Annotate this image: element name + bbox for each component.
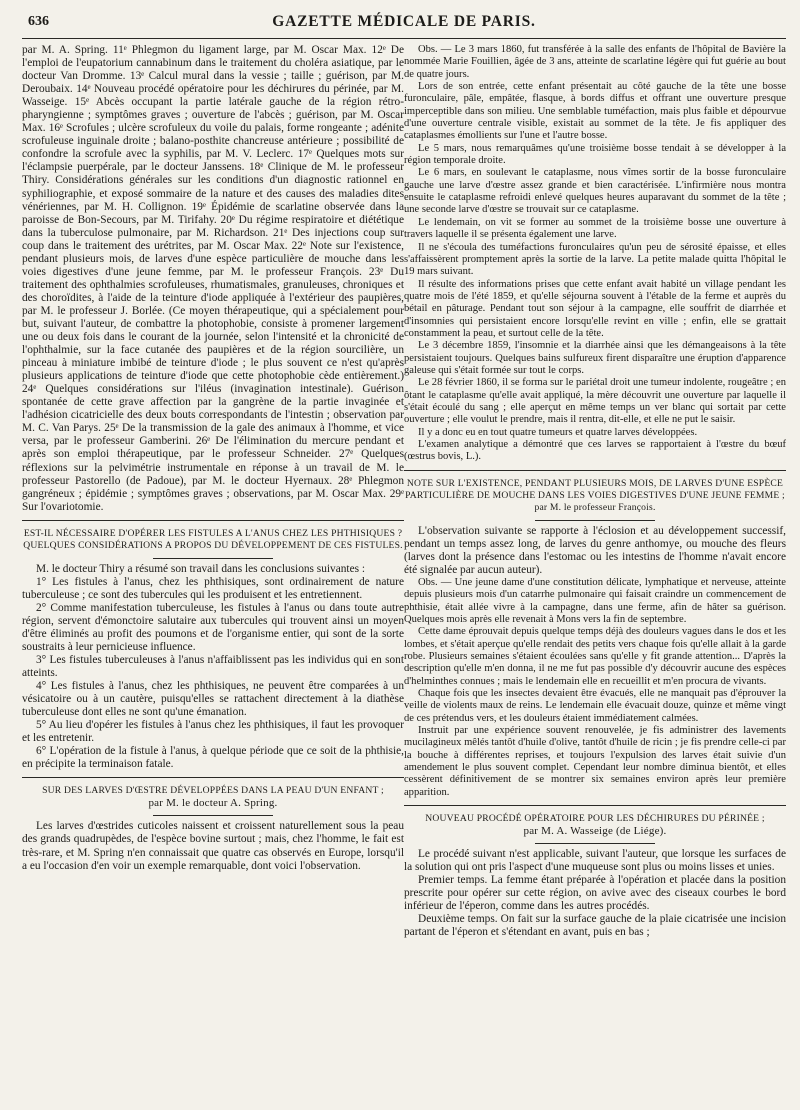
list-item: 6° L'opération de la fistule à l'anus, à quelque période que ce soit de la phthisie, en précipite la terminaison fatale. bbox=[22, 745, 404, 771]
section-byline: par M. le docteur A. Spring. bbox=[148, 797, 278, 810]
section-heading: NOUVEAU PROCÉDÉ OPÉRATOIRE POUR LES DÉCHIRURES DU PÉRINÉE ; bbox=[425, 813, 765, 825]
body-paragraph: Les larves d'œstrides cuticoles naissent et croissent naturellement sous la peau des grands quadrupèdes, de l'espèce bovine surtout ; mais, chez l'homme, le fait est très-rare, et M. Spring n'en connaissait que quatre cas observés en Europe, lorsqu'il a eu l'occasion d'en voir un exemple remarquable, dont voici l'observation. bbox=[22, 820, 404, 872]
right-column bbox=[404, 44, 786, 939]
body-paragraph: Deuxième temps. On fait sur la surface gauche de la plaie cicatrisée une incision partant de l'éperon et s'étendant en avant, puis en bas ; bbox=[404, 913, 786, 939]
observation-paragraph: Obs. — Le 3 mars 1860, fut transférée à la salle des enfants de l'hôpital de Bavière la nommée Marie Fouillien, âgée de 3 ans, atteinte de scarlatine légère qui fut guérie au bout de quatre jours. bbox=[404, 44, 786, 80]
conclusions-list bbox=[22, 576, 404, 772]
page-header bbox=[22, 10, 786, 39]
section-heading: SUR DES LARVES D'ŒSTRE DÉVELOPPÉES DANS LA PEAU D'UN ENFANT ; bbox=[42, 785, 384, 797]
observation-paragraph: Il résulte des informations prises que cette enfant avait habité un village pendant les quatre mois de l'été 1859, et qu'elle séjourna souvent à l'étable de la ferme et auprès du bétail en pâturage. Pendant tout son séjour à la campagne, elle souffrit de diarrhée et d'insomnies qui persistaient encore lorsqu'elle revint en ville ; enfin, elle se grattait constamment la peau, et surtout celle de la tête. bbox=[404, 278, 786, 339]
section-divider bbox=[22, 520, 404, 521]
list-item: 5° Au lieu d'opérer les fistules à l'anus chez les phthisiques, il faut les provoquer et les entretenir. bbox=[22, 719, 404, 745]
observation-paragraph: Le 28 février 1860, il se forma sur le pariétal droit une tumeur indolente, rougeâtre ; en ôtant le cataplasme qu'elle avait appliqué, la mère découvrit une ouverture par laquelle il s'était écoulé du sang ; elle aperçut en même temps un ver blanc qui sortait par cette ouverture ; elle voulut le prendre, mais il rentra, dit-elle, et elle ne put le saisir. bbox=[404, 377, 786, 426]
body-paragraph: Le procédé suivant n'est applicable, suivant l'auteur, que lorsque les surfaces de la solution qui ont pris l'aspect d'une muqueuse sont plus ou moins lisses et unies. bbox=[404, 848, 786, 874]
page-number: 636 bbox=[28, 14, 49, 29]
section-title-note-larves: NOTE SUR L'EXISTENCE, PENDANT PLUSIEURS MOIS, DE LARVES D'UNE ESPÈCE PARTICULIÈRE DE MOUCHE DANS LES VOIES DIGESTIVES D'UNE JEUNE FEMME ; par M. le professeur François. bbox=[405, 477, 785, 513]
section-divider bbox=[22, 777, 404, 778]
observation-paragraph: Il y a donc eu en tout quatre tumeurs et quatre larves développées. bbox=[418, 426, 698, 438]
section-divider bbox=[404, 470, 786, 471]
observation-paragraph: Chaque fois que les insectes devaient être évacués, elle ne manquait pas d'éprouver la veille de violents maux de reins. Le lendemain elle évacuait douze, quinze et même vingt de ces prétendus vers, et les douleurs étaient immédiatement calmées. bbox=[404, 687, 786, 724]
left-column bbox=[22, 44, 404, 939]
section-title-fistules: EST-IL NÉCESSAIRE D'OPÉRER LES FISTULES A L'ANUS CHEZ LES PHTHISIQUES ? QUELQUES CONSIDÉRATIONS A PROPOS DU DÉVELOPPEMENT DE CES FISTULES. bbox=[23, 527, 403, 551]
section-divider-short bbox=[535, 520, 655, 521]
section-divider-short bbox=[153, 558, 273, 559]
section-byline: par M. A. Wasseige (de Liége). bbox=[523, 825, 667, 838]
body-paragraph: Premier temps. La femme étant préparée à l'opération et placée dans la position prescrite pour opérer sur cette région, on avive avec des ciseaux courbes le bord inférieur de l'éperon, comme dans les autres procédés. bbox=[404, 874, 786, 913]
list-item: 2° Comme manifestation tuberculeuse, les fistules à l'anus ou dans toute autre région, servent d'émonctoire salutaire aux tubercules qui trouvent ainsi un moyen d'être éliminés au profit des poumons et de l'organisme entier, qui sont de la sorte soustraits à leur pernicieuse influence. bbox=[22, 601, 404, 653]
list-item: 1° Les fistules à l'anus, chez les phthisiques, sont ordinairement de nature tuberculeuse ; ce sont des tubercules qui les produisent et les entretiennent. bbox=[22, 575, 404, 601]
section-divider-short bbox=[153, 815, 273, 816]
section-intro: L'observation suivante se rapporte à l'éclosion et au développement successif, pendant un temps assez long, de larves du genre anthomye, ou mouche des fleurs (larves dont la présence dans l'estomac ou les intestins de l'homme n'avait encore été signalée par aucun auteur). bbox=[404, 524, 786, 576]
running-title: GAZETTE MÉDICALE DE PARIS. bbox=[272, 13, 536, 30]
observation-paragraph: Obs. — Une jeune dame d'une constitution délicate, lymphatique et nerveuse, atteinte depuis plusieurs mois d'un catarrhe pulmonaire qui faisait craindre un commencement de phthisie, était allée vivre à la campagne, dans une ferme, afin de hâter sa guérison. Quelques mois après elle revenait à Mons vers la fin de septembre. bbox=[404, 576, 786, 625]
observation-paragraph: Il ne s'écoula des tuméfactions furonculaires qu'un peu de sérosité épaisse, et elles s'affaissèrent promptement après la sortie de la larve. La petite malade quitta l'hôpital le 19 mars suivant. bbox=[404, 241, 786, 278]
observation-paragraph: Le lendemain, on vit se former au sommet de la troisième bosse une ouverture à travers laquelle il se présenta également une larve. bbox=[404, 216, 786, 241]
section-intro: M. le docteur Thiry a résumé son travail dans les conclusions suivantes : bbox=[36, 562, 366, 575]
observation-paragraph: Le 3 décembre 1859, l'insomnie et la diarrhée ainsi que les démangeaisons à la tête persistaient toujours. Quelques bains sulfureux firent disparaître une éruption d'apparence galeuse qui s'était formée sur tout le corps. bbox=[404, 340, 786, 376]
article-list-paragraph: par M. A. Spring. 11ᵉ Phlegmon du ligament large, par M. Oscar Max. 12ᵉ De l'emploi de l'eupatorium cannabinum dans le traitement du choléra asiatique, par le docteur Van Dromme. 13ᵉ Calcul mural dans la vessie ; taille ; guérison, par M. Deroubaix. 14ᵉ Nouveau procédé opératoire pour les déchirures du périnée, par M. Wasseige. 15ᵉ Abcès occupant la partie latérale gauche de la région rétro-pharyngienne ; symptômes graves ; ouverture de l'abcès ; guérison, par M. Oscar Max. 16ᵉ Scrofules ; ulcère scrofuleux du voile du palais, forme rongeante ; adénite scrofuleuse inguinale droite ; balano-posthite chancreuse antérieure ; possibilité de confondre la scrofule avec la syphilis, par M. V. Leclerc. 17ᵉ Quelques mots sur l'éclampsie puerpérale, par le docteur Janssens. 18ᵉ Clinique de M. le professeur Thiry. Considérations générales sur les conditions d'un diagnostic rationnel en syphiliographie, et exposé sommaire de la nature et des causes des maladies dites vénériennes, par M. H. Collignon. 19ᵉ Épidémie de scarlatine observée dans la paroisse de Bon-Secours, par M. Tirifahy. 20ᵉ Du régime respiratoire et diététique dans la tuberculose pulmonaire, par M. Richardson. 21ᵉ Des injections coup sur coup dans le traitement des urétrites, par M. Oscar Max. 22ᵉ Note sur l'existence, pendant plusieurs mois, de larves d'une espèce particulière de mouche dans les voies digestives d'une jeune femme, par M. le professeur François. 23ᵉ Du traitement des ophthalmies scrofuleuses, rhumatismales, granuleuses, chroniques et des choroïdites, à l'aide de la teinture d'iode appliquée à l'extérieur des paupières, par M. le professeur J. Borlée. (Ce moyen thérapeutique, qui a spécialement pour but, suivant l'auteur, de combattre la photophobie, consiste à promener largement une ou deux fois dans le courant de la journée, selon l'intensité et la chronicité de l'ophthalmie, sur la face cutanée des paupières et de la région sourcilière, un pinceau à miniature imbibé de teinture d'iode ; le plus souvent ce n'est qu'après plusieurs applications de teinture d'iode que cette photophobie cède entièrement.) 24ᵉ Quelques considérations sur l'iléus (invagination intestinale). Guérison spontanée de cette grave affection par la gangrène de la partie invaginée et l'adhésion cicatricielle des deux bouts correspondants de l'intestin ; observation par M. C. Van Parys. 25ᵉ De la transmission de la gale des animaux à l'homme, et vice versa, par le professeur Gamberini. 26ᵉ De l'élimination du mercure pendant et après son emploi thérapeutique, par le professeur Schneider. 27ᵉ Quelques réflexions sur la pelvimétrie instrumentale en réponse à un travail de M. le professeur Pastorello (de Padoue), par M. le docteur Hyernaux. 28ᵉ Phlegmon gangréneux ; épidémie ; symptômes graves ; observations, par M. Oscar Max. 29ᵉ Sur l'ovariotomie. bbox=[22, 44, 404, 513]
observation-paragraph: Cette dame éprouvait depuis quelque temps déjà des douleurs vagues dans le dos et les lombes, et s'était aperçue qu'elle rendait des petits vers chaque fois qu'elle allait à la garde robe. Plusieurs semaines s'étaient écoulées sans qu'elle y fit grande attention... D'après la description qu'elle m'en donna, il ne me fut pas possible d'y découvrir aucune des espèces d'helminthes connues ; mais le lendemain elle en recueillit et m'en procura de vivants. bbox=[404, 626, 786, 687]
two-column-body bbox=[22, 44, 786, 939]
list-item: 4° Les fistules à l'anus, chez les phthisiques, ne peuvent être comparées à un vésicatoire ou à un cautère, puisqu'elles se rattachent directement à la diathèse tuberculeuse dont elles ne sont qu'une émanation. bbox=[22, 680, 404, 719]
section-title-perinee bbox=[404, 813, 786, 837]
section-divider-short bbox=[535, 843, 655, 844]
observation-paragraph: Lors de son entrée, cette enfant présentait au côté gauche de la tête une bosse furonculaire, pâle, empâtée, flasque, à bords diffus et offrant une ouverture presque imperceptible dans son milieu. Une semblable tuméfaction, mais plus faible et dépourvue d'une ouverture centrale visible, existait au sommet de la tête. Je fis appliquer des cataplasmes émollients sur l'une et l'autre bosse. bbox=[404, 81, 786, 142]
list-item: 3° Les fistules tuberculeuses à l'anus n'affaiblissent pas les individus qui en sont atteints. bbox=[22, 654, 404, 680]
section-title-larves bbox=[22, 785, 404, 809]
observation-paragraph: Le 6 mars, en soulevant le cataplasme, nous vîmes sortir de la bosse furonculaire gauche une larve d'œstre assez grande et bien caractérisée. L'infirmière nous montra ensuite le cataplasme refroidi enlevé quelques heures auparavant du sommet de la tête ; une seconde larve d'œstre se trouvait sur ce cataplasme. bbox=[404, 167, 786, 216]
observation-paragraph: Le 5 mars, nous remarquâmes qu'une troisième bosse tendait à se développer à la région temporale droite. bbox=[404, 142, 786, 167]
observation-paragraph: Instruit par une expérience souvent renouvelée, je fis administrer des lavements mucilagineux mêlés tantôt d'huile d'olive, tantôt d'huile de ricin ; je fis prendre celle-ci par la bouche à différentes reprises, et toujours l'expulsion des larves était suivie d'un amendement le plus souvent complet. Cependant leur nombre diminua bientôt, et elles cessèrent définitivement de se montrer six semaines environ après leur première apparition. bbox=[404, 725, 786, 798]
section-divider bbox=[404, 805, 786, 806]
observation-paragraph: L'examen analytique a démontré que ces larves se rapportaient à l'œstre du bœuf (œstrus bovis, L.). bbox=[404, 439, 786, 463]
